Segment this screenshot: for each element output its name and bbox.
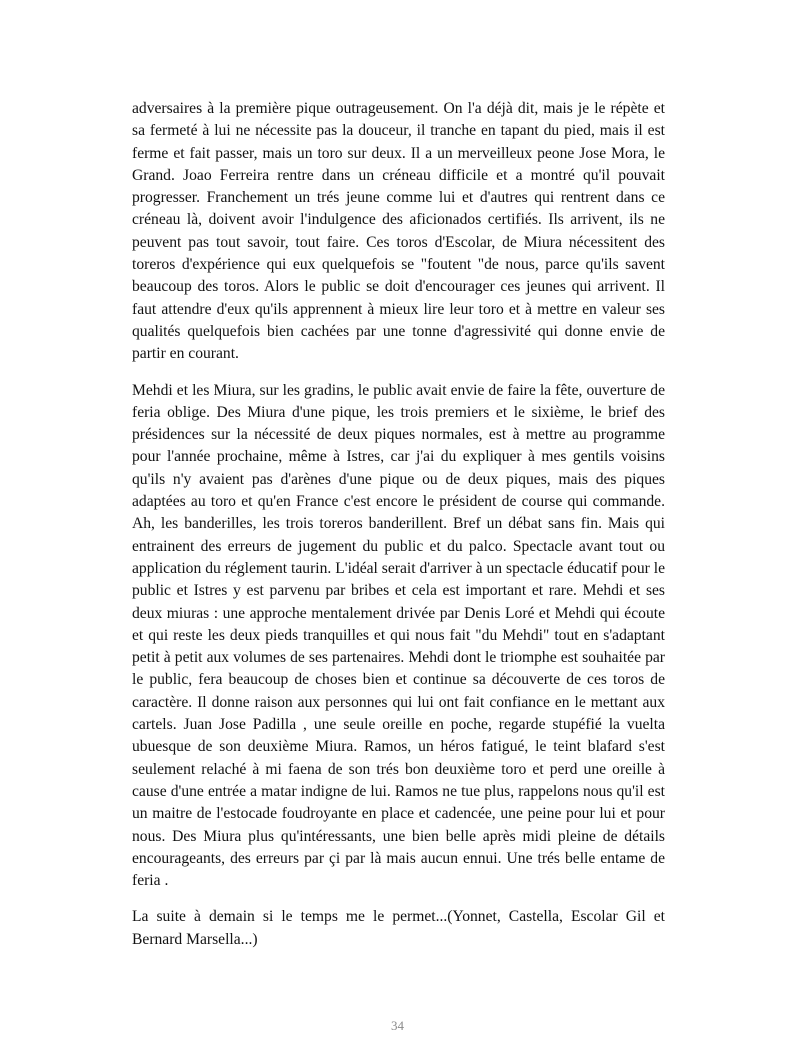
paragraph-mehdi-miura: Mehdi et les Miura, sur les gradins, le public avait envie de faire la fête, ouverture de feria oblige. Des Miura d'une pique, les trois premiers et le sixième, le brief des présidences sur la nécessité de deux piques normales, est à mettre au programme pour l'année prochaine, même à Istres, car j'ai du expliquer à mes gentils voisins qu'ils n'y avaient pas d'arènes d'une pique ou de deux piques, mais des piques adaptées au toro et qu'en France c'est encore le président de course qui commande. Ah, les banderilles, les trois toreros banderillent. Bref un débat sans fin. Mais qui entrainent des erreurs de jugement du public et du palco. Spectacle avant tout ou application du réglement taurin. L'idéal serait d'arriver à un spectacle éducatif pour le public et Istres y est parvenu par bribes et cela est important et rare. Mehdi et ses deux miuras : une approche mentalement drivée par Denis Loré et Mehdi qui écoute et qui reste les deux pieds tranquilles et qui nous fait "du Mehdi" tout en s'adaptant petit à petit aux volumes de ses partenaires. Mehdi dont le triomphe est souhaitée par le public, fera beaucoup de choses bien et continue sa découverte de ces toros de caractère. Il donne raison aux personnes qui lui ont fait confiance en le mettant aux cartels. Juan Jose Padilla , une seule oreille en poche, regarde stupéfié la vuelta ubuesque de son deuxième Miura. Ramos, un héros fatigué, le teint blafard s'est seulement relaché à mi faena de son trés bon deuxième toro et perd une oreille à cause d'une entrée a matar indigne de lui. Ramos ne tue plus, rappelons nous qu'il est un maitre de l'estocade foudroyante en place et cadencée, une peine pour lui et pour nous. Des Miura plus qu'intéressants, une bien belle après midi pleine de détails encourageants, des erreurs par çi par là mais aucun ennui. Une trés belle entame de feria . (132, 381, 665, 890)
paragraph-toreros-jeunes: adversaires à la première pique outrageusement. On l'a déjà dit, mais je le répète et sa fermeté à lui ne nécessite pas la douceur, il tranche en tapant du pied, mais il est ferme et fait passer, mais un toro sur deux. Il a un merveilleux peone Jose Mora, le Grand. Joao Ferreira rentre dans un créneau difficile et a montré qu'il pouvait progresser. Franchement un trés jeune comme lui et d'autres qui rentrent dans ce créneau là, doivent avoir l'indulgence des aficionados certifiés. Ils arrivent, ils ne peuvent pas tout savoir, tout faire. Ces toros d'Escolar, de Miura nécessitent des toreros d'expérience qui eux quelquefois se "foutent "de nous, parce qu'ils savent beaucoup des toros. Alors le public se doit d'encourager ces jeunes qui arrivent. Il faut attendre d'eux qu'ils apprennent à mieux lire leur toro et à mettre en valeur ses qualités quelquefois bien cachées par une tonne d'agressivité qui donne envie de partir en courant. (132, 100, 665, 363)
body-text (132, 98, 665, 951)
page-number: 34 (391, 1018, 404, 1033)
paragraph-suite: La suite à demain si le temps me le permet...(Yonnet, Castella, Escolar Gil et Bernard Marsella...) (132, 908, 665, 948)
